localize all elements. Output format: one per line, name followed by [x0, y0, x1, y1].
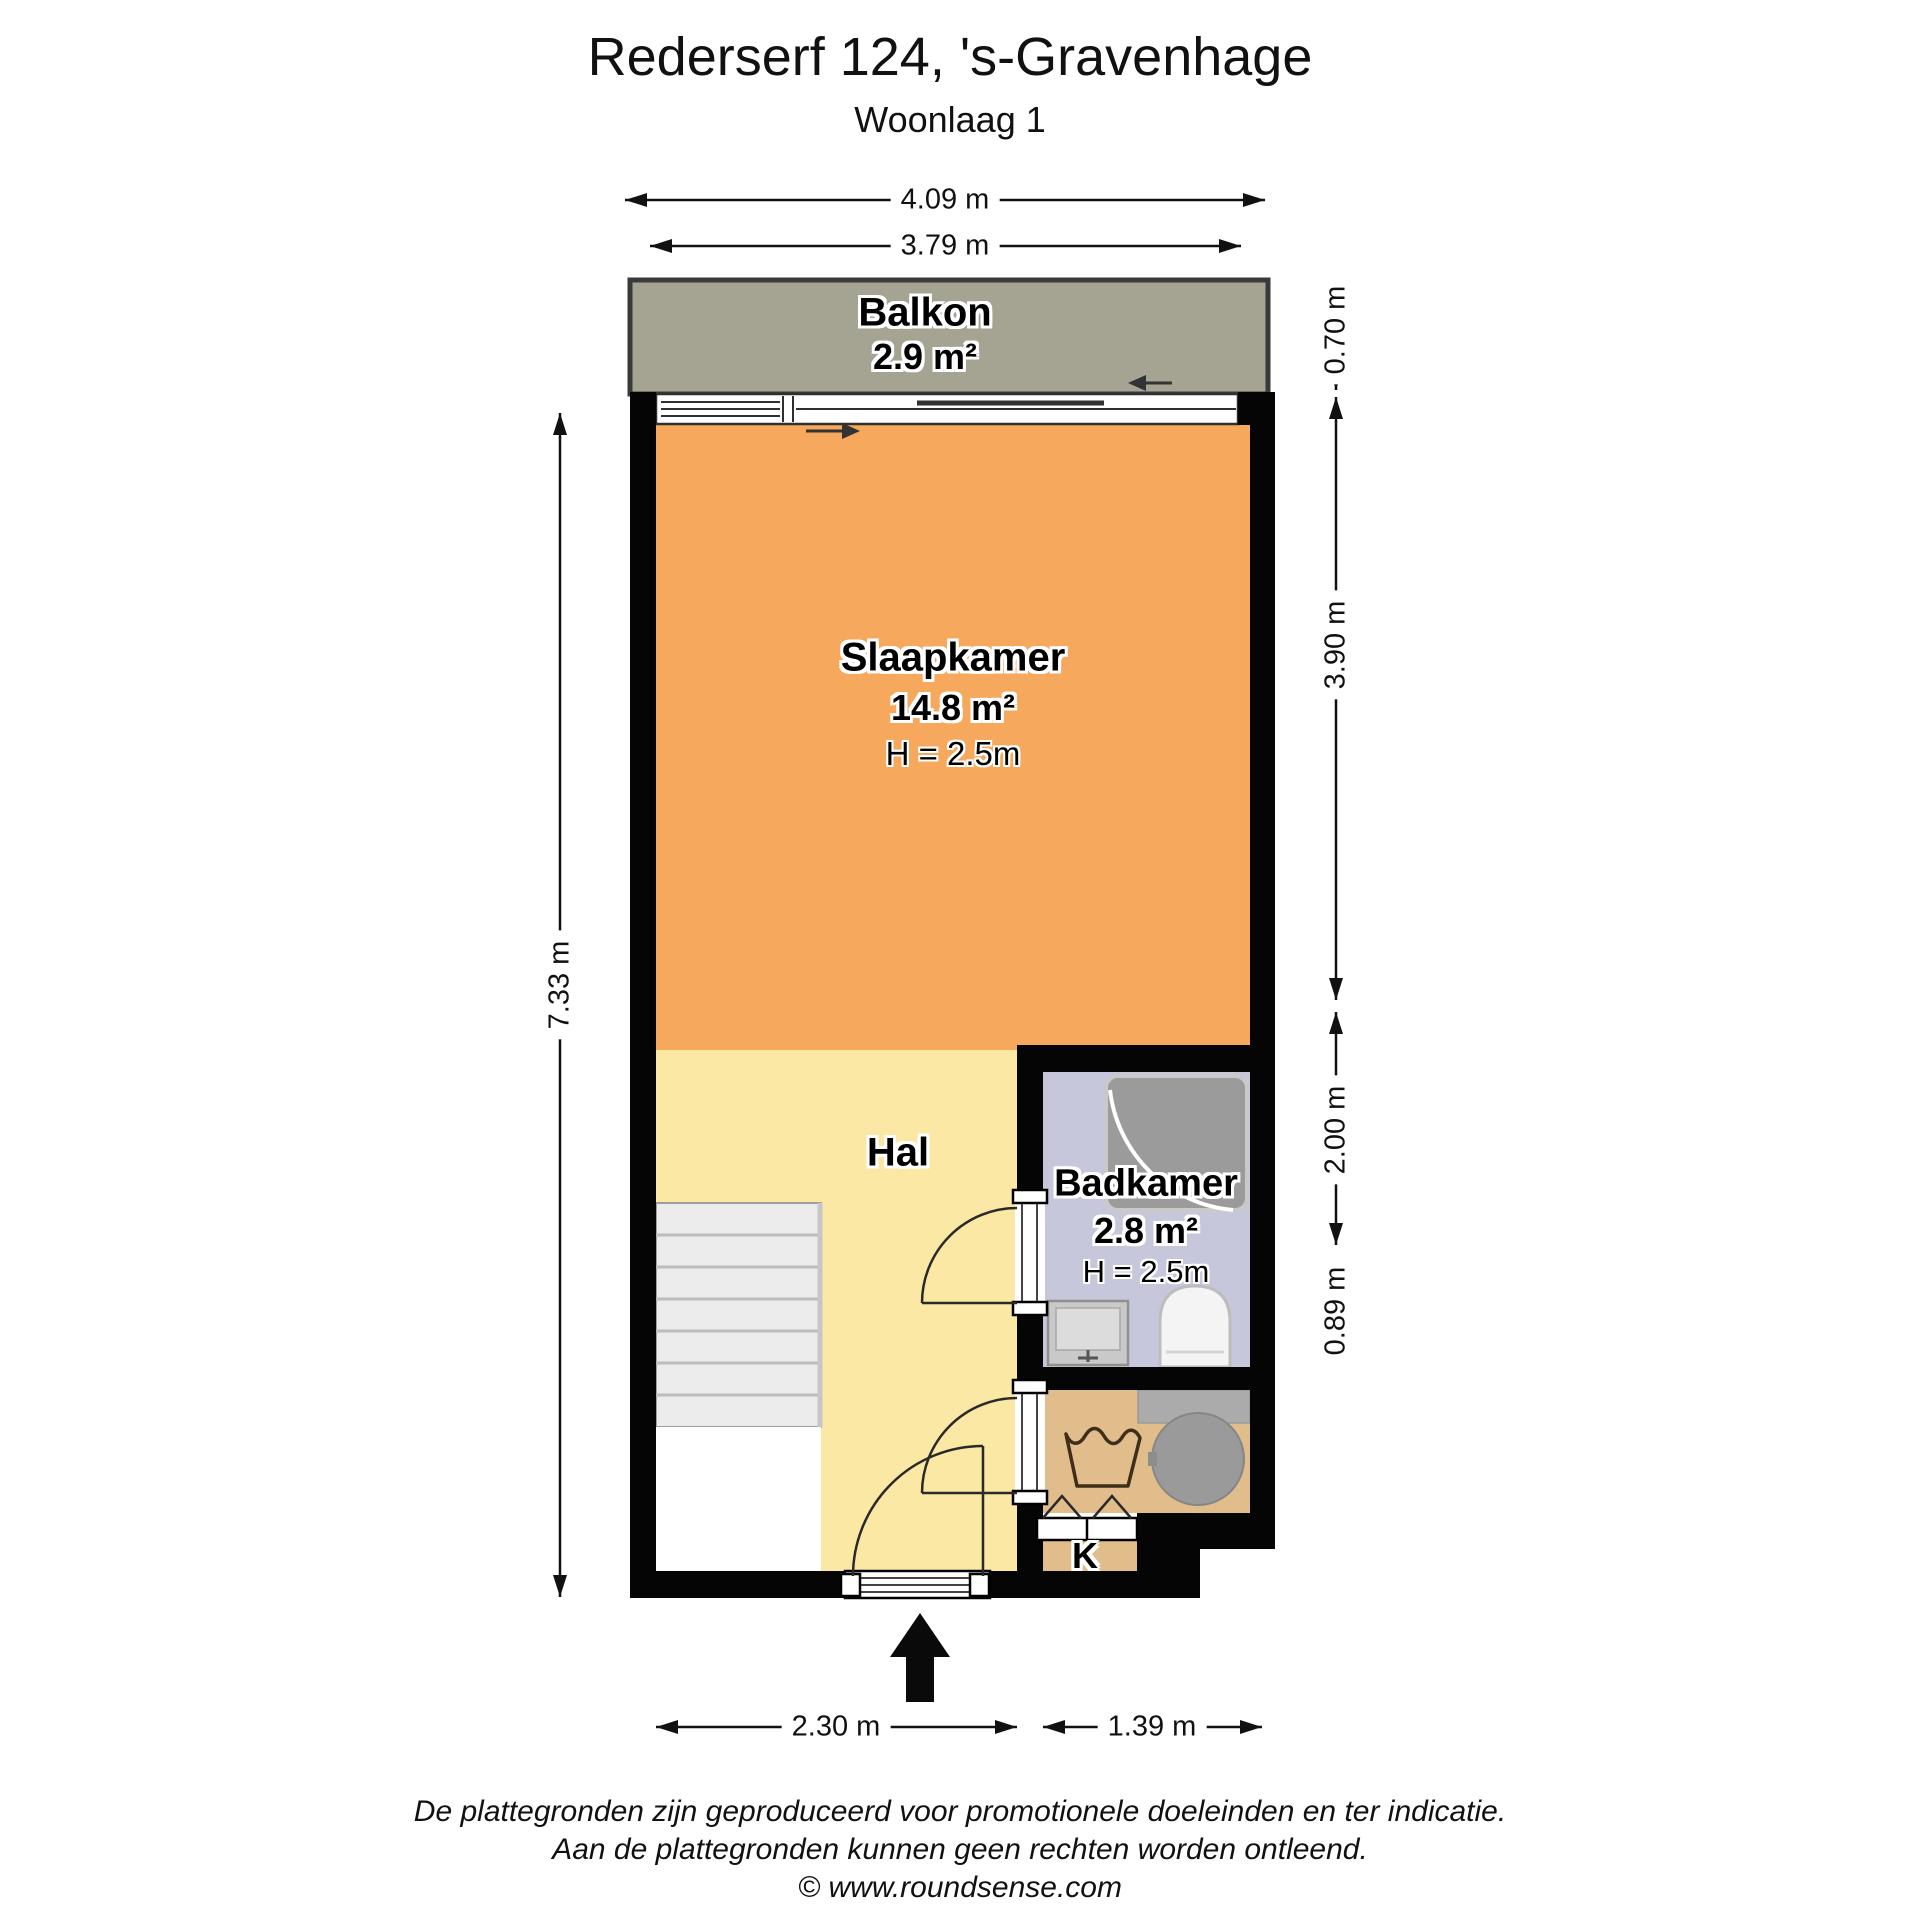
dim-bottom-right: 1.39 m: [1098, 1711, 1207, 1744]
dim-right-balkon: 0.70 m: [1320, 276, 1353, 385]
badkamer-ceiling: H = 2.5m: [1082, 1254, 1210, 1289]
dim-top-outer: 4.09 m: [891, 184, 1000, 217]
slaapkamer-ceiling: H = 2.5m: [885, 735, 1021, 772]
slaapkamer-label: Slaapkamer: [840, 635, 1066, 680]
disclaimer-line-1: De plattegronden zijn geproduceerd voor promotionele doeleinden en ter indicatie.: [413, 1795, 1507, 1828]
balkon-label: Balkon: [858, 290, 992, 335]
slaapkamer-area: 14.8 m²: [890, 687, 1016, 728]
toilet-icon: [1160, 1286, 1230, 1367]
badkamer-label: Badkamer: [1054, 1162, 1238, 1205]
page-title: Rederserf 124, 's-Gravenhage: [587, 27, 1313, 87]
dim-right-berging: 0.89 m: [1320, 1257, 1353, 1366]
dim-left-height: 7.33 m: [544, 931, 577, 1040]
badkamer-area: 2.8 m²: [1093, 1210, 1199, 1251]
copyright: © www.roundsense.com: [798, 1871, 1122, 1904]
page-subtitle: Woonlaag 1: [854, 99, 1046, 140]
staircase: [656, 1203, 821, 1571]
sink-icon: [1048, 1301, 1128, 1365]
dim-right-slaapkamer: 3.90 m: [1320, 591, 1353, 700]
balkon-area: 2.9 m²: [872, 336, 978, 377]
dim-bottom-left: 2.30 m: [782, 1711, 891, 1744]
hal-label: Hal: [866, 1130, 930, 1175]
dim-right-badkamer: 2.00 m: [1320, 1076, 1353, 1185]
disclaimer-line-2: Aan de plattegronden kunnen geen rechten worden ontleend.: [552, 1833, 1368, 1866]
stair-landing: [656, 1427, 821, 1571]
sliding-door-window: [656, 394, 1238, 424]
kast-label: K: [1072, 1535, 1098, 1576]
entrance-arrow-icon: [890, 1613, 950, 1702]
dim-top-inner: 3.79 m: [891, 230, 1000, 263]
